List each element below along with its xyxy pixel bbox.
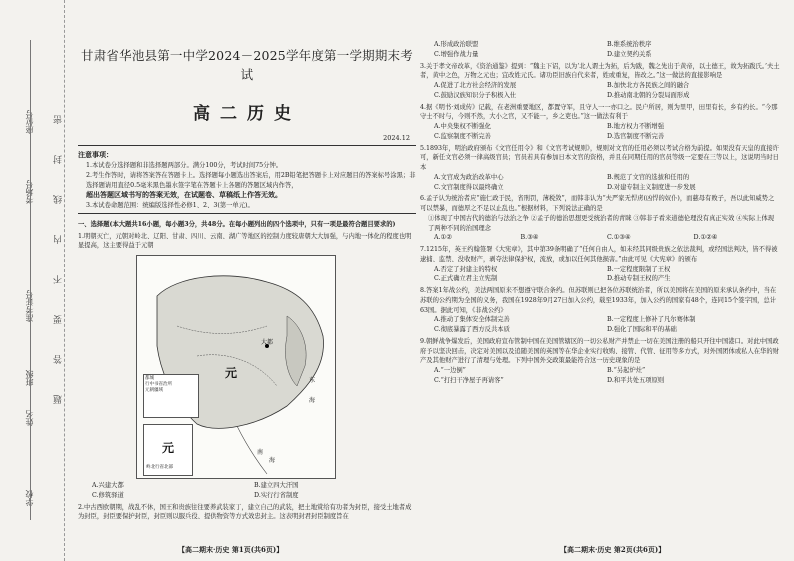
- option: D.和平共处五项原则: [607, 376, 665, 384]
- inset-label-yuan: 元: [162, 441, 175, 456]
- map-legend: [143, 374, 199, 418]
- question-5-options: [434, 173, 780, 193]
- option: A.中央集权不断强化: [434, 123, 491, 130]
- section-heading: 一、选择题(本大题共16小题，每小题3分，共48分。在每小题列出的四个选项中，只有一项是最符合题目要求的): [78, 220, 396, 228]
- legend-item: 都城: [145, 376, 154, 382]
- page-footer-left: 【高二期末·历史 第1页(共6页)】: [178, 545, 284, 555]
- notice-item: 2.考生作答时，请将答案答在答题卡上。选择题每小题选出答案后，用2B铅笔把答题卡上对应题目的答案标号涂黑；非选择题请用直径0.5毫米黑色墨水签字笔在答题卡上各题的答题区域内作答，: [86, 171, 416, 189]
- question-9-stem: 9.朝鲜战争爆发后，美国政府宣布管制中国在美国管辖区的一切公私财产并禁止一切在美国注册的船只开往中国港口。对此中国政府予以坚决回击，决定对美国以及追随美国的英国等在华企业实行收购、接管、代管、征用等多方式，对外国团体或私人在华的财产及其他财产进行了清理与处理。下列中国外交政策最能符合这一历史现象的是: [420, 337, 779, 365]
- map-label-yuan: 元: [225, 366, 238, 381]
- option: C.增强作战力量: [434, 50, 479, 58]
- seal-char: 题: [54, 395, 64, 404]
- option: B.维系统治秩序: [607, 41, 652, 48]
- option: B.地方权力不断增强: [607, 123, 665, 130]
- question-8-stem: 8.答案1年战公约，美法两国原来不想遵守联合条约。但苏联则已把各位苏联统治者，所以美国将在美国的原来承认条约中，当在苏联的公约期为全国的义务，我国在1928年9月27日加入公约，载至1933年，加入公约的国家有48个，连同15个签字国，总计63国。据此可知，《非战公约》: [420, 287, 777, 314]
- option: D.对建专制主义制度进一步发展: [607, 183, 696, 191]
- option: D.推动专制王权的产生: [607, 275, 671, 283]
- binding-strip: [0, 0, 65, 561]
- option: A.否定了封建主的特权: [434, 265, 498, 273]
- legend-item: 元朝疆域: [145, 387, 163, 393]
- question-7-stem: 7.1215年，英王约翰签署《大宪章》，其中第39条明确了“任何自由人，如未经其同级贵族之依法裁判，或经国法判决，皆不得被逮捕、监禁、没收财产，剥夺法律保护权，流放，或加以任何其他损害。”由此可见《大宪章》的颁布: [420, 246, 778, 263]
- question-7-options: [434, 265, 780, 285]
- question-3-options: [434, 81, 780, 101]
- option: C.正式确立君主立宪制: [434, 275, 498, 283]
- option: B.“另起炉灶”: [607, 367, 646, 374]
- seal-char: 要: [54, 315, 64, 324]
- option: D.建立契约关系: [607, 50, 652, 58]
- map-inset: [143, 424, 193, 476]
- right-column: [420, 40, 780, 555]
- option: B.规范了文官的选拔和任用的: [607, 173, 690, 181]
- legend-item: 行中书省治所: [145, 381, 172, 387]
- question-6-stem: 6.孟子认为统治者应“施仁政于民，省刑罚，薄税敛”，而韩非认为“夫严家无悍虏(凶悍的奴仆)，而慈母有败子，吾以此知威势之可以禁暴，而德厚之不足以止乱也。”根据材料，下列说法正确的是: [420, 195, 775, 212]
- map-label-east: 东: [309, 377, 316, 385]
- binding-line: [30, 40, 31, 520]
- question-2-options: [434, 40, 780, 60]
- question-4-stem: 4.据《明书·刘成传》记载，在老洲重要地区，都置守军，且守人一一亦口之。民户所居，则为里甲，田里有长，乡有约长。“今那守士不时与，今则不然，大小之官，又不能一，乡之吏也。”这一做法有利于: [420, 103, 778, 121]
- option: D.选官制度不断完善: [607, 132, 665, 140]
- option: B.建立四大汗国: [254, 482, 299, 490]
- question-3-stem: 3.关于孝文帝改革，《资治通鉴》提到：“魏主下诏，以为‘北人谓土为拓，后为跋，魏之先出于黄帝，以土德王，故为拓跋氏。’夫土者，黄中之色，万物之元也；宜改姓元氏。诸功臣旧族自代来者，姓或重复，皆改之。”这一做法的直接影响是: [420, 62, 780, 80]
- option: D.推动南北朝的分裂局面形成: [607, 91, 690, 99]
- option: D.实行行省制度: [254, 491, 299, 499]
- seal-char: 密: [54, 115, 64, 124]
- option: B.一定程度限制了王权: [607, 265, 671, 273]
- option: A.兴建大都: [92, 482, 124, 490]
- divider: [78, 213, 416, 214]
- option: C.①③④: [607, 234, 631, 242]
- option: C.修筑驿道: [92, 491, 124, 499]
- question-2-stem: 2.中古西欧朝期，战乱不休，国王和贵族往往要养武装家丁，建立自己的武装，把土地赏给有功者为封臣，接受土地者成为封臣，封臣要保护封臣，封臣则以服兵役、提供物资等方式效忠封主。这表明封君封臣制度旨在: [78, 503, 412, 521]
- notice-heading: 注意事项：: [78, 150, 113, 160]
- exam-title: 甘肃省华池县第一中学2024－2025学年度第一学期期末考试: [81, 48, 413, 83]
- seal-char: 答: [54, 355, 64, 364]
- question-9-options: [434, 366, 780, 386]
- notice-box: [78, 150, 416, 211]
- option: A.推动了集体安全体制完善: [434, 316, 510, 324]
- inset-caption: 岭北行省北部: [146, 465, 173, 471]
- map-label-dadu: 大都: [261, 339, 274, 347]
- question-1-options: [92, 481, 416, 501]
- map-label-sea: 海: [309, 397, 316, 405]
- option: A.形成政治联盟: [434, 41, 479, 48]
- page-footer-right: 【高二期末·历史 第2页(共6页)】: [560, 545, 666, 555]
- seal-char: 不: [54, 275, 64, 284]
- option: C.彻底暴露了西方反共本质: [434, 326, 510, 333]
- option: C.“打扫干净屋子再请客”: [434, 376, 504, 384]
- exam-date: 2024.12: [383, 134, 410, 143]
- map-label-sea2: 海: [269, 457, 276, 465]
- seal-char: 内: [54, 235, 64, 244]
- question-5-stem: 5.1893年，明治政府颁布《文官任用令》和《文官考试规则》，规则对文官的任用必须以考试合格为前提。如果没有天皇的直接许可，新任文官必须一律高级官员；官员若具有参加日本文官的资格，并且在同期任用的官员等级一定要在三等以上，这说明当时日本: [420, 144, 779, 171]
- option: B.加快北方各民族之间的融合: [607, 82, 690, 89]
- option: A.“一边倒”: [434, 367, 466, 374]
- question-1-stem: 1.明朝灭亡，元朝对岭北、辽阳、甘肃、四川、云南、湖广等地区的控制力度较唐朝大大加强，与内地一体化的程度也明显提高，这主要得益于元朝: [78, 232, 412, 250]
- option: A.促进了北方社会经济的发展: [434, 82, 517, 89]
- option: B.③④: [520, 234, 539, 242]
- option: A.文官成为政治改革中心: [434, 173, 504, 181]
- option: C.鼓励汉族知识分子积极入仕: [434, 91, 517, 99]
- seal-char: 线: [54, 195, 64, 204]
- left-column: [78, 40, 416, 555]
- option: D.强化了国际和平的基础: [607, 326, 677, 333]
- question-4-options: [434, 122, 780, 142]
- question-6-statements: ①体现了中国古代的德治与法治之争 ②孟子的德治思想更受统治者的青睐 ③韩非子看来道德伦理没有真正实效 ④实际上体现了两种不同的治国理念: [428, 214, 775, 232]
- option: A.①②: [434, 234, 452, 242]
- yuan-map: [136, 255, 336, 479]
- map-label-south: 南: [257, 449, 264, 457]
- exam-subject: 高二历史: [193, 103, 301, 124]
- notice-emphasis: 超出答题区域书写的答案无效，在试题卷、草稿纸上作答无效。: [86, 190, 282, 200]
- notice-item: 3.本试卷命题范围：统编版选择性必修1、2、3(第一单元)。: [86, 202, 254, 210]
- option: C.文官制度得以最终确立: [434, 183, 504, 191]
- option: B.一定程度上修补了凡尔赛体制: [607, 316, 696, 324]
- seal-char: 封: [54, 155, 64, 164]
- option: D.①②④: [693, 234, 718, 242]
- question-8-options: [434, 315, 780, 335]
- option: C.监察制度不断完善: [434, 132, 491, 140]
- notice-item: 1.本试卷分选择题和非选择题两部分。满分100分，考试时间75分钟。: [86, 162, 283, 169]
- question-6-options: [434, 233, 780, 243]
- divider: [78, 145, 416, 146]
